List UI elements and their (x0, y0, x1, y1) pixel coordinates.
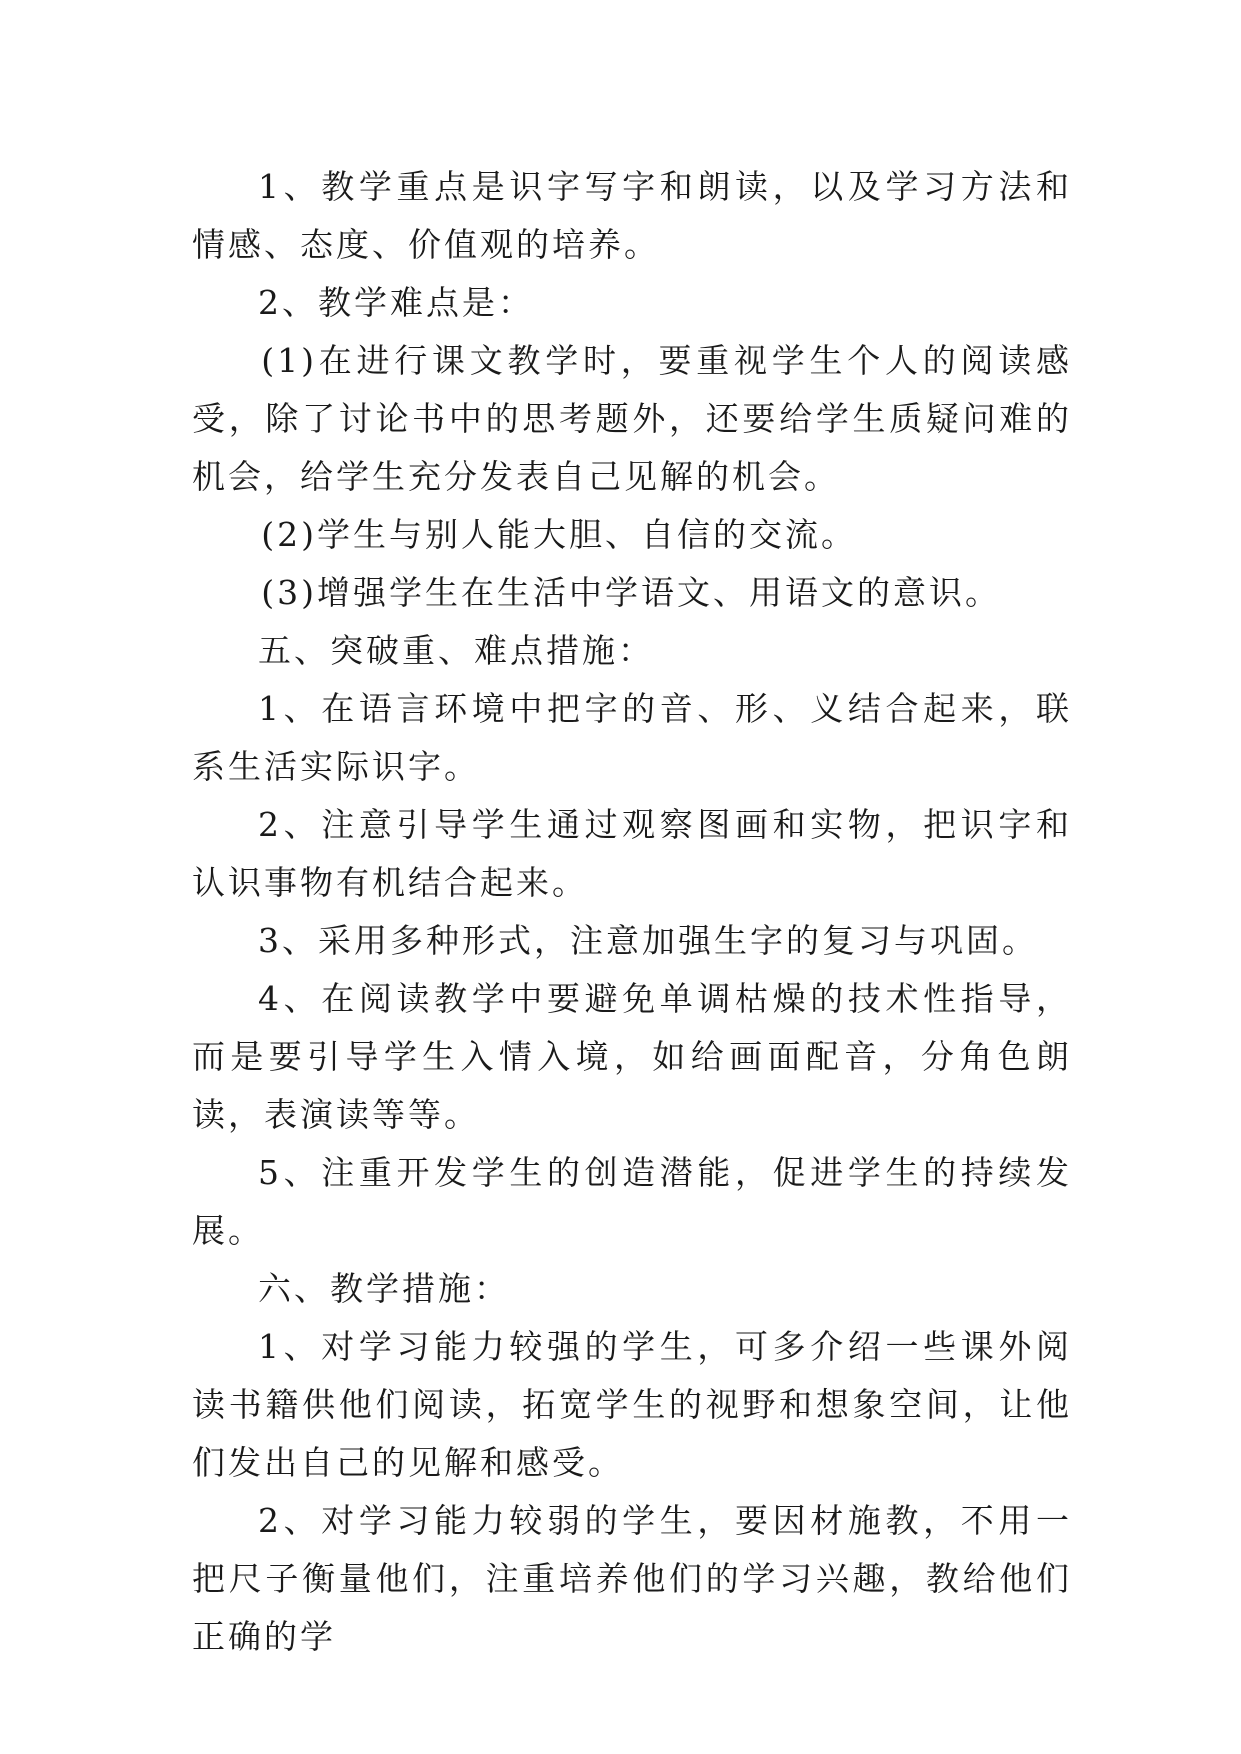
document-body (192, 158, 1072, 1666)
paragraph-measure-3: 3、采用多种形式，注意加强生字的复习与巩固。 (258, 921, 1038, 960)
paragraph-measure-5: 5、注重开发学生的创造潜能，促进学生的持续发展。 (192, 1153, 1072, 1250)
paragraph-measure-2: 2、注意引导学生通过观察图画和实物，把识字和认识事物有机结合起来。 (192, 805, 1072, 902)
paragraph-teaching-focus: 1、教学重点是识字写字和朗读，以及学习方法和情感、态度、价值观的培养。 (192, 167, 1072, 264)
paragraph-difficulty-1: (1)在进行课文教学时，要重视学生个人的阅读感受，除了讨论书中的思考题外，还要给学生质疑问难的机会，给学生充分发表自己见解的机会。 (192, 341, 1072, 496)
paragraph-teaching-difficulty-heading: 2、教学难点是： (258, 283, 534, 322)
section-heading-breakthrough-measures: 五、突破重、难点措施： (258, 631, 654, 670)
paragraph-teaching-measure-1: 1、对学习能力较强的学生，可多介绍一些课外阅读书籍供他们阅读，拓宽学生的视野和想象空间，让他们发出自己的见解和感受。 (192, 1327, 1072, 1482)
section-heading-teaching-measures: 六、教学措施： (258, 1269, 510, 1308)
paragraph-measure-1: 1、在语言环境中把字的音、形、义结合起来，联系生活实际识字。 (192, 689, 1072, 786)
paragraph-difficulty-2: (2)学生与别人能大胆、自信的交流。 (261, 515, 858, 554)
paragraph-measure-4: 4、在阅读教学中要避免单调枯燥的技术性指导，而是要引导学生入情入境，如给画面配音，分角色朗读，表演读等等。 (192, 979, 1072, 1134)
paragraph-teaching-measure-2: 2、对学习能力较弱的学生，要因材施教，不用一把尺子衡量他们，注重培养他们的学习兴趣，教给他们正确的学 (192, 1501, 1072, 1656)
paragraph-difficulty-3: (3)增强学生在生活中学语文、用语文的意识。 (261, 573, 1002, 612)
